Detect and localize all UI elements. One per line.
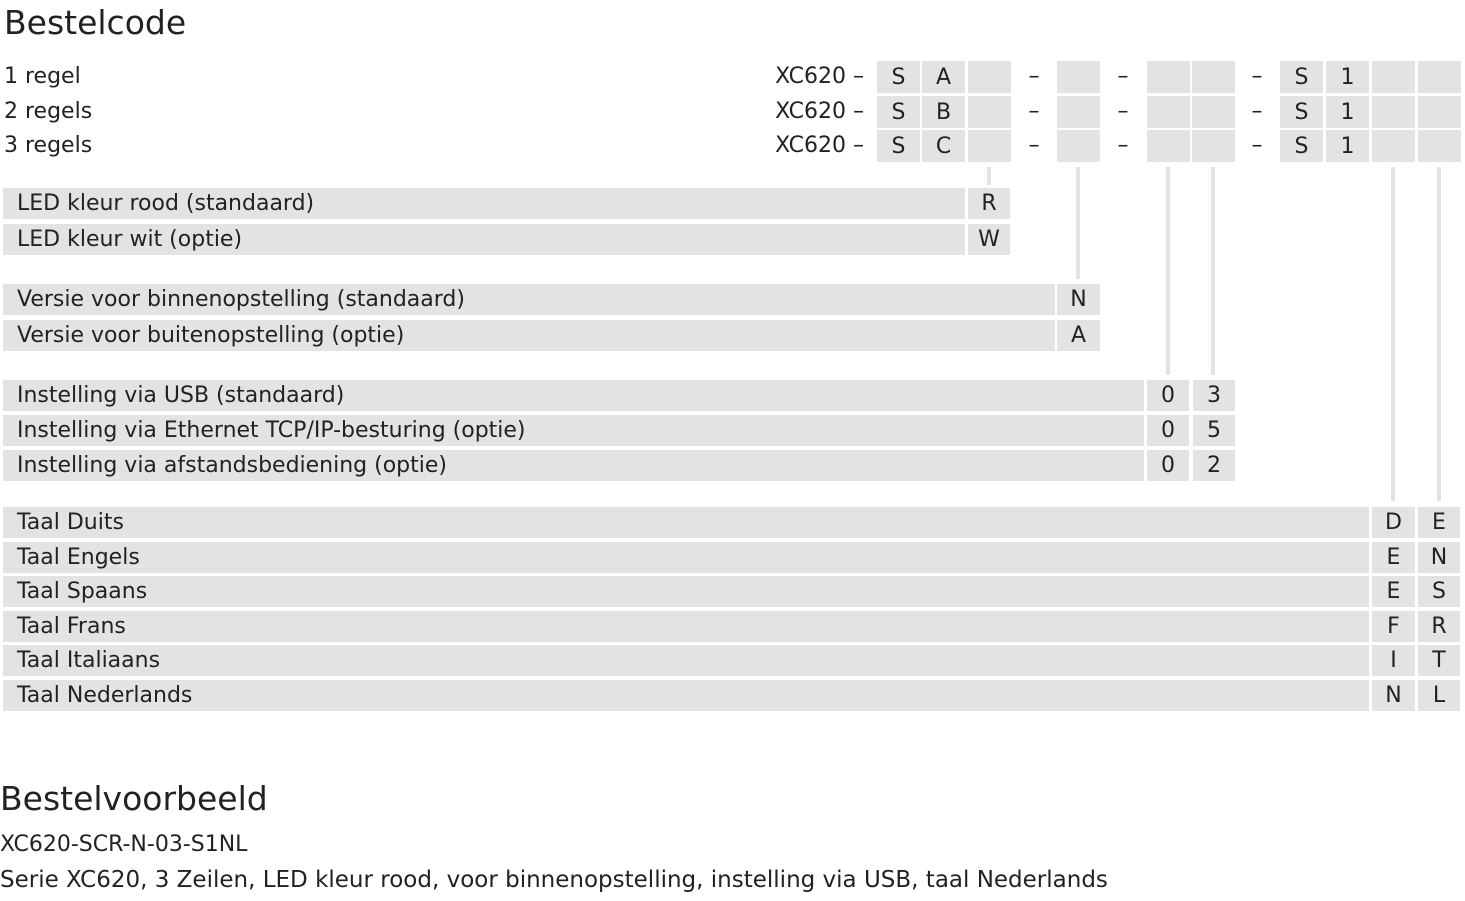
option-label: Taal Italiaans <box>3 645 1369 676</box>
connector-line <box>1391 167 1395 501</box>
code-cell <box>1372 61 1415 93</box>
option-value: E <box>1372 542 1415 573</box>
example-title: Bestelvoorbeeld <box>0 779 268 818</box>
option-label: LED kleur rood (standaard) <box>3 188 965 219</box>
connector-line <box>1166 167 1170 375</box>
option-value: R <box>1418 611 1460 642</box>
code-cell <box>1057 130 1100 162</box>
option-value: R <box>968 188 1010 219</box>
code-separator: – <box>1117 64 1129 89</box>
code-cell <box>1057 96 1100 128</box>
page-title: Bestelcode <box>4 3 187 42</box>
option-value: N <box>1057 284 1100 315</box>
option-label: Versie voor binnenopstelling (standaard) <box>3 284 1055 315</box>
code-cell <box>1192 96 1235 128</box>
code-separator: – <box>1028 133 1040 158</box>
option-value: 0 <box>1147 415 1189 446</box>
connector-line <box>987 167 991 185</box>
code-cell: A <box>922 61 965 93</box>
code-cell <box>968 130 1011 162</box>
code-cell: 1 <box>1326 61 1369 93</box>
code-row-label: 3 regels <box>4 133 93 158</box>
option-value: E <box>1418 507 1460 538</box>
connector-line <box>1211 167 1215 375</box>
example-description: Serie XC620, 3 Zeilen, LED kleur rood, voor binnenopstelling, instelling via USB, taal Nederlands <box>0 867 1108 893</box>
option-value: N <box>1372 680 1415 711</box>
code-separator: – <box>1028 99 1040 124</box>
code-cell: S <box>1280 61 1323 93</box>
code-row-label: 1 regel <box>4 64 81 89</box>
code-cell <box>1418 96 1461 128</box>
code-separator: – <box>1251 99 1263 124</box>
connector-line <box>1437 167 1441 501</box>
option-value: A <box>1057 320 1100 351</box>
code-separator: – <box>1117 99 1129 124</box>
option-label: Instelling via USB (standaard) <box>3 380 1144 411</box>
code-prefix: XC620 – <box>775 99 864 124</box>
code-cell <box>1372 96 1415 128</box>
option-label: Taal Spaans <box>3 576 1369 607</box>
code-cell: C <box>922 130 965 162</box>
code-cell <box>1147 130 1190 162</box>
code-cell <box>1418 130 1461 162</box>
code-cell: S <box>1280 96 1323 128</box>
option-value: N <box>1418 542 1460 573</box>
code-cell <box>1192 61 1235 93</box>
code-cell: 1 <box>1326 96 1369 128</box>
option-value: 3 <box>1193 380 1235 411</box>
code-cell: S <box>877 96 920 128</box>
option-value: 0 <box>1147 450 1189 481</box>
code-separator: – <box>1117 133 1129 158</box>
option-label: Taal Frans <box>3 611 1369 642</box>
code-cell <box>1147 61 1190 93</box>
code-separator: – <box>1251 133 1263 158</box>
option-label: Taal Engels <box>3 542 1369 573</box>
option-value: S <box>1418 576 1460 607</box>
code-separator: – <box>1028 64 1040 89</box>
code-cell <box>1418 61 1461 93</box>
option-label: Instelling via afstandsbediening (optie) <box>3 450 1144 481</box>
code-separator: – <box>1251 64 1263 89</box>
code-cell <box>1147 96 1190 128</box>
option-value: T <box>1418 645 1460 676</box>
option-label: Versie voor buitenopstelling (optie) <box>3 320 1055 351</box>
code-cell <box>1372 130 1415 162</box>
option-value: E <box>1372 576 1415 607</box>
code-cell <box>968 96 1011 128</box>
option-label: Taal Duits <box>3 507 1369 538</box>
code-cell <box>1057 61 1100 93</box>
option-label: LED kleur wit (optie) <box>3 224 965 255</box>
option-value: I <box>1372 645 1415 676</box>
option-value: W <box>968 224 1010 255</box>
code-cell <box>968 61 1011 93</box>
code-prefix: XC620 – <box>775 64 864 89</box>
option-value: F <box>1372 611 1415 642</box>
option-value: L <box>1418 680 1460 711</box>
option-value: 2 <box>1193 450 1235 481</box>
code-cell: S <box>877 61 920 93</box>
code-row-label: 2 regels <box>4 99 93 124</box>
option-label: Instelling via Ethernet TCP/IP-besturing (optie) <box>3 415 1144 446</box>
code-cell <box>1192 130 1235 162</box>
code-cell: S <box>1280 130 1323 162</box>
example-code: XC620-SCR-N-03-S1NL <box>0 832 248 857</box>
connector-line <box>1076 167 1080 279</box>
option-label: Taal Nederlands <box>3 680 1369 711</box>
code-prefix: XC620 – <box>775 133 864 158</box>
option-value: 5 <box>1193 415 1235 446</box>
code-cell: S <box>877 130 920 162</box>
option-value: D <box>1372 507 1415 538</box>
code-cell: 1 <box>1326 130 1369 162</box>
code-cell: B <box>922 96 965 128</box>
option-value: 0 <box>1147 380 1189 411</box>
